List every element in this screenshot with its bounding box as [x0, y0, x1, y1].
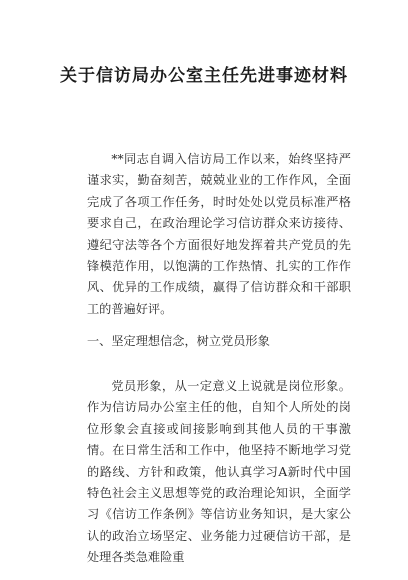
- section-heading: 一、坚定理想信念，树立党员形象: [87, 334, 270, 348]
- intro-paragraph: **同志自调入信访局工作以来，始终坚持严谨求实，勤奋刻苦，兢兢业业的工作作风，全面完成了各项工作任务，时时处处以党员标准严格要求自己，在政治理论学习信访群众来访接待、遵纪守法等各个方面很好地发挥着共产党员的先锋模范作用，以饱满的工作热情、扎实的工作作风、优异的工作成绩，赢得了信访群众和干部职工的普遍好评。: [87, 152, 351, 316]
- body-paragraph: 党员形象，从一定意义上说就是岗位形象。作为信访局办公室主任的他，自知个人所处的岗位形象会直接或间接影响到其他人员的干事激情。在日常生活和工作中，他坚持不断地学习党的路线、方针和政策，他认真学习A新时代中国特色社会主义思想等党的政治理论知识，全面学习《信访工作条例》等信访业务知识，是大家公认的政治立场坚定、业务能力过硬信访干部，是处理各类急难险重: [87, 379, 351, 565]
- document-title: 关于信访局办公室主任先进事迹材料: [60, 66, 348, 86]
